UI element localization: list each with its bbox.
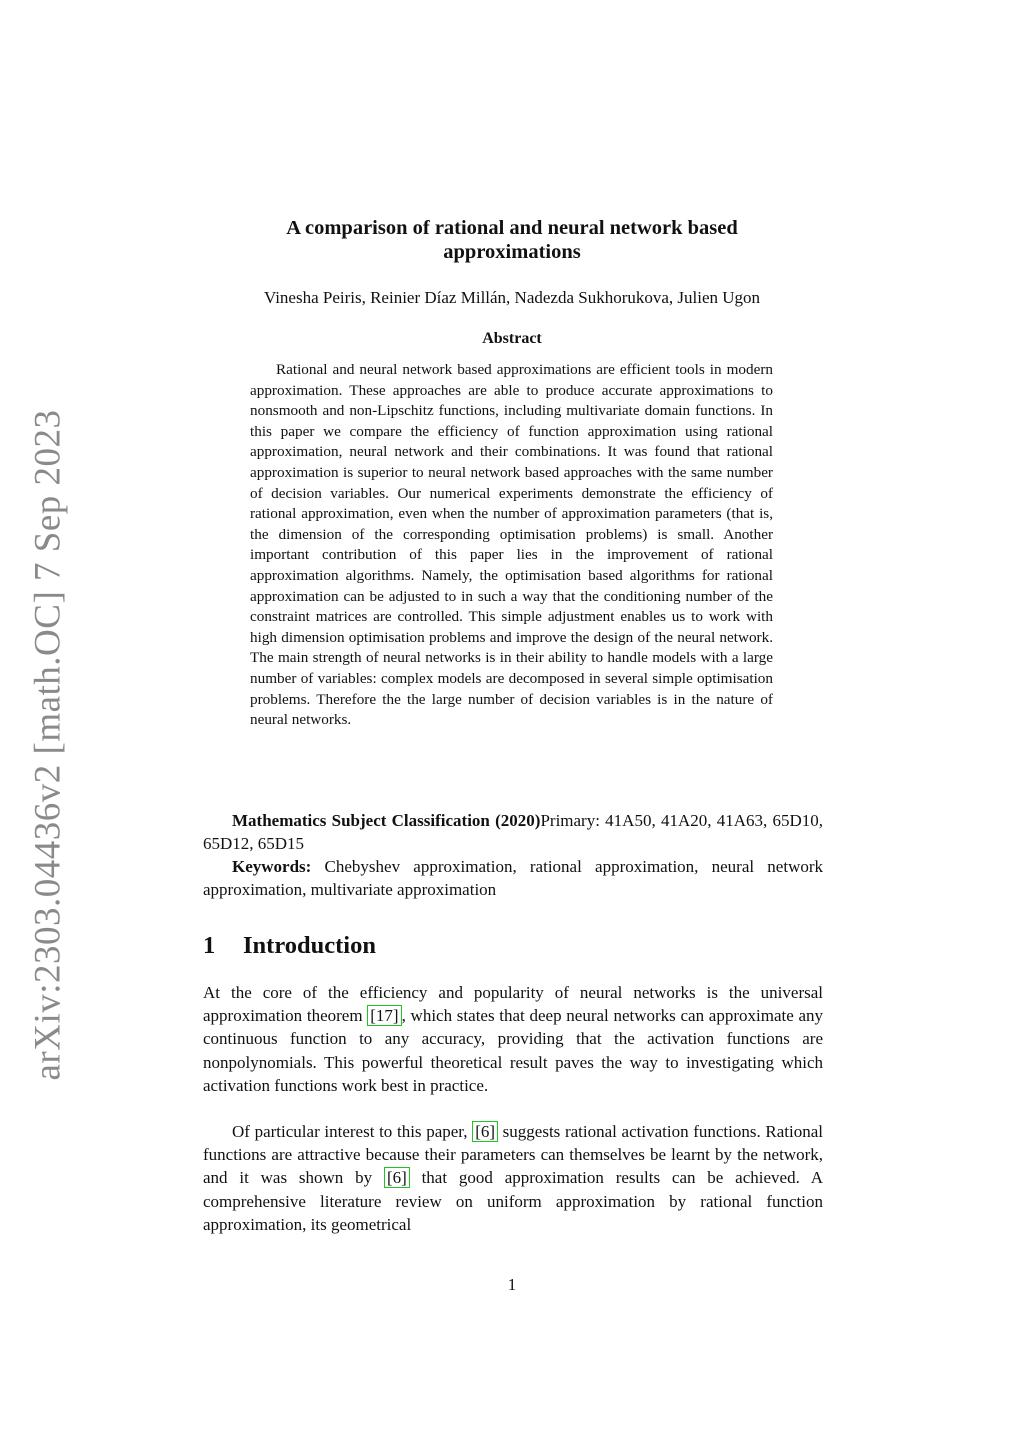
subject-classification-label: Mathematics Subject Classification (2020) (232, 811, 541, 830)
paper-title (200, 216, 824, 264)
citation-link-6[interactable]: [6] (384, 1167, 410, 1188)
citation-link-6[interactable]: [6] (472, 1121, 498, 1142)
section-title: Introduction (243, 932, 376, 959)
paper-title-line-1: A comparison of rational and neural network based (286, 217, 738, 239)
abstract-heading: Abstract (482, 330, 542, 347)
paragraph-text: Of particular interest to this paper, (232, 1122, 473, 1141)
subject-classification-value: Primary: 41A50, 41A20, 41A63, 65D10, 65D12, 65D15 (203, 811, 823, 853)
paragraph-text: suggests rational activation functions. Rational functions are attractive because their parameters can themselves be learnt by the network, and it was shown by (203, 1122, 824, 1188)
keywords-label: Keywords: (232, 857, 312, 876)
keywords-value: Chebyshev approximation, rational approximation, neural network approximation, multivariate approximation (203, 857, 824, 899)
citation-link-17[interactable]: [17] (367, 1005, 401, 1026)
intro-paragraph-2 (203, 1120, 823, 1236)
abstract-text: Rational and neural network based approximations are efficient tools in modern approximation. These approaches are able to produce accurate approximations to nonsmooth and non-Lipschitz functions, including multivariate domain functions. In this paper we compare the efficiency of function approximation using rational approximation, neural network and their combinations. It was found that rational approximation is superior to neural network based approaches with the same number of decision variables. Our numerical experiments demonstrate the efficiency of rational approximation, even when the number of approximation parameters (that is, the dimension of the corresponding optimisation problems) is small. Another important contribution of this paper lies in the improvement of rational approximation algorithms. Namely, the optimisation based algorithms for rational approximation can be adjusted to in such a way that the conditioning number of the constraint matrices are controlled. This simple adjustment enables us to work with high dimension optimisation problems and improve the design of the neural network. The main strength of neural networks is in their ability to handle models with a large number of variables: complex models are decomposed in several simple optimisation problems. Therefore the the large number of decision variables is in the nature of neural networks. (250, 361, 773, 729)
intro-paragraph-1 (203, 981, 823, 1097)
section-number: 1 (203, 932, 216, 959)
subject-classification (203, 809, 823, 855)
paragraph-text: that good approximation results can be achieved. A comprehensive literature review on uniform approximation by rational function approximation, its geometrical (203, 1168, 823, 1234)
arxiv-identifier-stamp: arXiv:2303.04436v2 [math.OC] 7 Sep 2023 (27, 409, 69, 1081)
keywords (203, 855, 823, 901)
paragraph-text: , which states that deep neural networks can approximate any continuous function to any accuracy, providing that the activation functions are nonpolynomials. This powerful theoretical result paves the way to investigating which activation functions work best in practice. (203, 1006, 824, 1095)
section-heading-introduction (203, 932, 376, 960)
author-list: Vinesha Peiris, Reinier Díaz Millán, Nadezda Sukhorukova, Julien Ugon (263, 288, 761, 307)
paragraph-text: At the core of the efficiency and popularity of neural networks is the universal approximation theorem (203, 983, 823, 1026)
page-number: 1 (507, 1275, 517, 1294)
paper-title-line-2: approximations (443, 241, 581, 263)
